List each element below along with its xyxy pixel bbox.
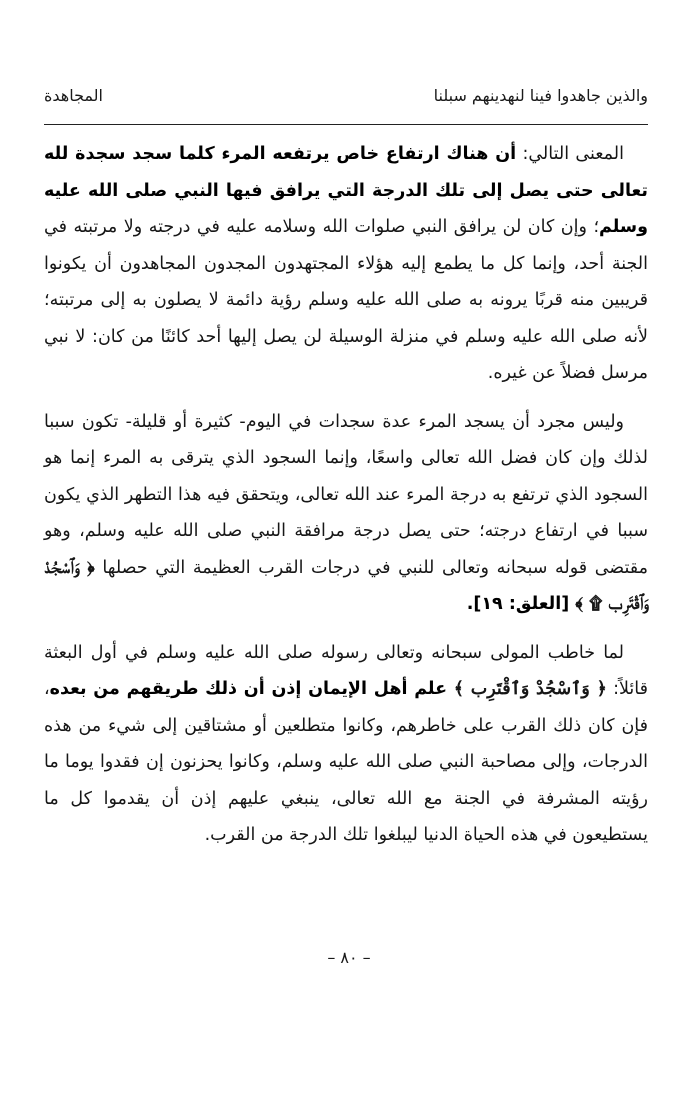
paragraph-2 — [44, 404, 648, 623]
paragraph-3-lead: لما خاطب المولى سبحانه وتعالى رسوله صلى الله عليه وسلم في أول البعثة قائلاً: — [44, 642, 648, 699]
paragraph-3-emphasis: علم أهل الإيمان إذن أن ذلك طريقهم من بعده — [49, 679, 454, 699]
paragraph-1 — [44, 136, 648, 392]
quran-verse-2: ﴿ وَٱسْجُدْ وَٱقْتَرِب ﴾ — [453, 679, 607, 699]
header-divider — [44, 124, 648, 125]
paragraph-1-rest: ؛ وإن كان لن يرافق النبي صلوات الله وسلامه عليه في درجته ولا مرتبته في الجنة أحد، وإنما كل ما يطمع إليه هؤلاء المجتهدون المجدون المجاهدون أن يكونوا قريبين منه قربًا يرونه به صلى الله عليه وسلم رؤية دائمة لا يصلون به إلى مرتبته؛ لأنه صلى الله عليه وسلم في منزلة الوسيلة لن يصل إليها أحد كائنًا من كان: لا نبي مرسل فضلاً عن غيره. — [44, 217, 648, 383]
paragraph-3 — [44, 635, 648, 854]
section-title: المجاهدة — [44, 86, 103, 105]
page-number: – ٨٠ – — [327, 948, 371, 967]
paragraph-2-text: وليس مجرد أن يسجد المرء عدة سجدات في اليوم- كثيرة أو قليلة- تكون سببا لذلك وإن كان فضل الله تعالى واسعًا، وإنما السجود الذي يترقى به المرء إنما هو السجود الذي ترتفع به درجة المرء عند الله تعالى، ويتحقق فيه هذا التطهر الذي يكون سببا في ارتفاع درجته؛ حتى يصل درجة مرافقة النبي صلى الله عليه وسلم، وهو مقتضى قوله سبحانه وتعالى للنبي في درجات القرب العظيمة التي حصلها — [44, 411, 648, 578]
verse-citation: [العلق: ١٩]. — [466, 594, 576, 614]
main-text — [44, 136, 648, 866]
paragraph-1-lead: المعنى التالي: — [516, 144, 624, 164]
book-title: والذين جاهدوا فينا لنهدينهم سبلنا — [433, 86, 648, 105]
paragraph-1-emphasis: أن هناك ارتفاع خاص يرتفعه المرء كلما سجد سجدة لله تعالى حتى يصل إلى تلك الدرجة التي يرافق فيها النبي صلى الله عليه وسلم — [44, 144, 648, 237]
quran-verse: ﴿ وَٱسْجُدْ وَٱقْتَرِب ۩ ﴾ — [44, 557, 648, 614]
running-header — [44, 86, 648, 116]
paragraph-3-rest: ، فإن كان ذلك القرب على خاطرهم، وكانوا متطلعين أو مشتاقين إلى شيء من هذه الدرجات، وإلى مصاحبة النبي صلى الله عليه وسلم، وكانوا يحزنون إن فقدوا يوما ما رؤيته المشرفة في الجنة مع الله تعالى، ينبغي عليهم إذن أن يقدموا كل ما يستطيعون في هذه الحياة الدنيا ليبلغوا تلك الدرجة من القرب. — [44, 679, 648, 845]
